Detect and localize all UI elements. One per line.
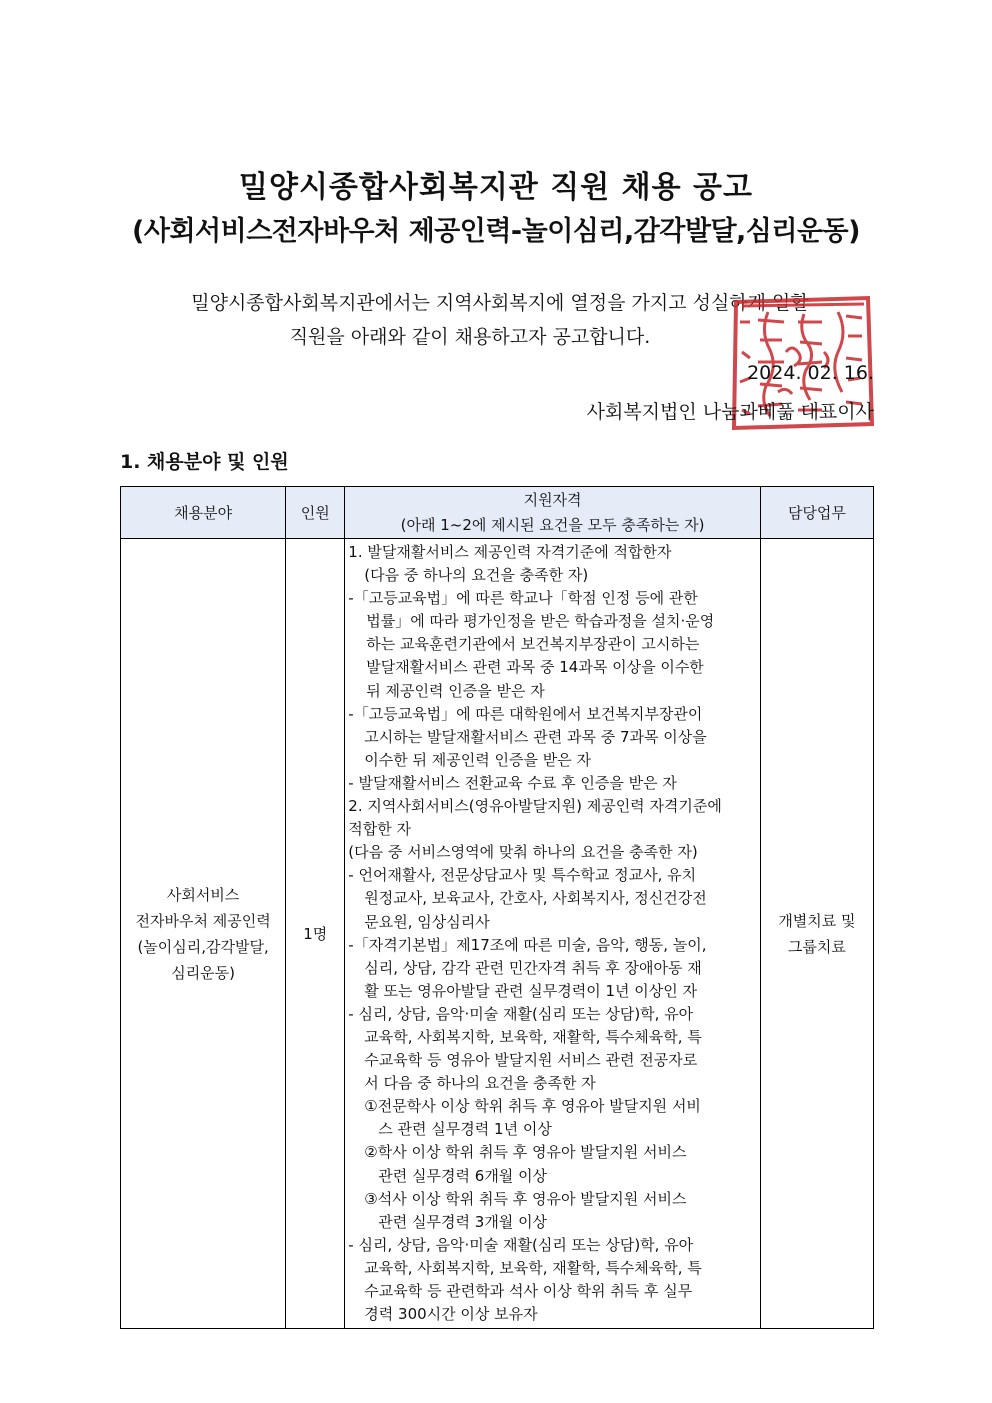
field-line: (놀이심리,감각발달, <box>137 937 269 956</box>
qualification-line: 2. 지역사회서비스(영유아발달지원) 제공인력 자격기준에 <box>348 797 722 816</box>
qualification-line: 수교육학 등 관련학과 석사 이상 학위 취득 후 실무 <box>364 1282 693 1300</box>
qualification-line: 활 또는 영유아발달 관련 실무경력이 1년 이상인 자 <box>364 981 698 1000</box>
qualification-line: 관련 실무경력 3개월 이상 <box>378 1212 548 1231</box>
cell-qualifications <box>345 539 761 1329</box>
qualification-line: 관련 실무경력 6개월 이상 <box>378 1166 548 1185</box>
qualification-line: ②학사 이상 학위 취득 후 영유아 발달지원 서비스 <box>364 1143 687 1162</box>
qualification-line: - 심리, 상담, 음악·미술 재활(심리 또는 상담)학, 유아 <box>348 1235 694 1254</box>
qualification-line: 서 다음 중 하나의 요건을 충족한 자 <box>364 1074 596 1093</box>
cell-field <box>121 539 286 1329</box>
qualification-line: 원정교사, 보육교사, 간호사, 사회복지사, 정신건강전 <box>364 889 707 908</box>
qualification-line: 스 관련 실무경력 1년 이상 <box>378 1120 552 1139</box>
qualification-line: ③석사 이상 학위 취득 후 영유아 발달지원 서비스 <box>364 1189 687 1208</box>
cell-duty <box>760 539 873 1329</box>
qualification-line: 법률」에 따라 평가인정을 받은 학습과정을 설치·운영 <box>366 612 715 631</box>
header-field: 채용분야 <box>121 487 286 539</box>
field-line: 심리운동) <box>171 963 236 982</box>
qualification-line: ①전문학사 이상 학위 취득 후 영유아 발달지원 서비 <box>364 1097 701 1116</box>
field-line: 전자바우처 제공인력 <box>135 911 271 930</box>
qualification-line: (다음 중 서비스영역에 맞춰 하나의 요건을 충족한 자) <box>348 843 698 862</box>
qualification-line: - 언어재활사, 전문상담교사 및 특수학교 정교사, 유치 <box>348 866 697 885</box>
qualification-line: 고시하는 발달재활서비스 관련 과목 중 7과목 이상을 <box>364 727 707 746</box>
qualification-line: 이수한 뒤 제공인력 인증을 받은 자 <box>364 750 591 769</box>
qualification-line: 심리, 상담, 감각 관련 민간자격 취득 후 장애아동 재 <box>364 958 702 977</box>
qualification-line: 교육학, 사회복지학, 보육학, 재활학, 특수체육학, 특 <box>364 1258 702 1277</box>
intro-line-2: 직원을 아래와 같이 채용하고자 공고합니다. <box>289 326 651 348</box>
qualification-line: 경력 300시간 이상 보유자 <box>364 1305 538 1324</box>
duty-line: 개별치료 및 <box>778 911 856 930</box>
field-line: 사회서비스 <box>166 885 240 904</box>
table-row <box>121 539 874 1329</box>
qualification-line: - 심리, 상담, 음악·미술 재활(심리 또는 상담)학, 유아 <box>348 1004 694 1023</box>
qualification-line: 1. 발달재활서비스 제공인력 자격기준에 적합한자 <box>348 543 672 561</box>
cell-count: 1명 <box>286 539 345 1329</box>
header-qualification-title: 지원자격 <box>523 490 582 509</box>
page-title: 밀양시종합사회복지관 직원 채용 공고 <box>238 170 753 205</box>
page-subtitle: (사회서비스전자바우처 제공인력-놀이심리,감각발달,심리운동) <box>132 216 860 247</box>
header-qualification <box>345 487 761 539</box>
qualification-line: (다음 중 하나의 요건을 충족한 자) <box>364 566 589 585</box>
qualification-line: 적합한 자 <box>348 820 412 839</box>
qualification-line: 수교육학 등 영유아 발달지원 서비스 관련 전공자로 <box>364 1051 698 1070</box>
signer-name: 사회복지법인 나눔과베풂 대표이사 <box>586 401 874 423</box>
table-header-row <box>121 487 874 539</box>
header-qualification-note: (아래 1~2에 제시된 요건을 모두 충족하는 자) <box>400 515 705 534</box>
intro-line-1: 밀양시종합사회복지관에서는 지역사회복지에 열정을 가지고 성실하게 일할 <box>191 292 809 314</box>
header-count: 인원 <box>286 487 345 539</box>
qualification-line: 발달재활서비스 관련 과목 중 14과목 이상을 이수한 <box>366 658 704 677</box>
qualification-line: 하는 교육훈련기관에서 보건복지부장관이 고시하는 <box>366 635 700 654</box>
qualification-line: 뒤 제공인력 인증을 받은 자 <box>366 681 545 700</box>
qualification-line: -「자격기본법」제17조에 따른 미술, 음악, 행동, 놀이, <box>348 935 707 954</box>
recruitment-table <box>120 486 874 1329</box>
announcement-date: 2024. 02. 16. <box>747 362 874 384</box>
section-heading: 1. 채용분야 및 인원 <box>120 451 289 473</box>
qualification-line: -「고등교육법」에 따른 대학원에서 보건복지부장관이 <box>348 704 703 723</box>
qualification-line: -「고등교육법」에 따른 학교나「학점 인정 등에 관한 <box>348 589 698 608</box>
qualification-line: 교육학, 사회복지학, 보육학, 재활학, 특수체육학, 특 <box>364 1027 702 1046</box>
duty-line: 그룹치료 <box>787 937 846 956</box>
qualification-line: - 발달재활서비스 전환교육 수료 후 인증을 받은 자 <box>348 773 677 792</box>
qualification-line: 문요원, 임상심리사 <box>364 912 490 931</box>
header-duty: 담당업무 <box>760 487 873 539</box>
